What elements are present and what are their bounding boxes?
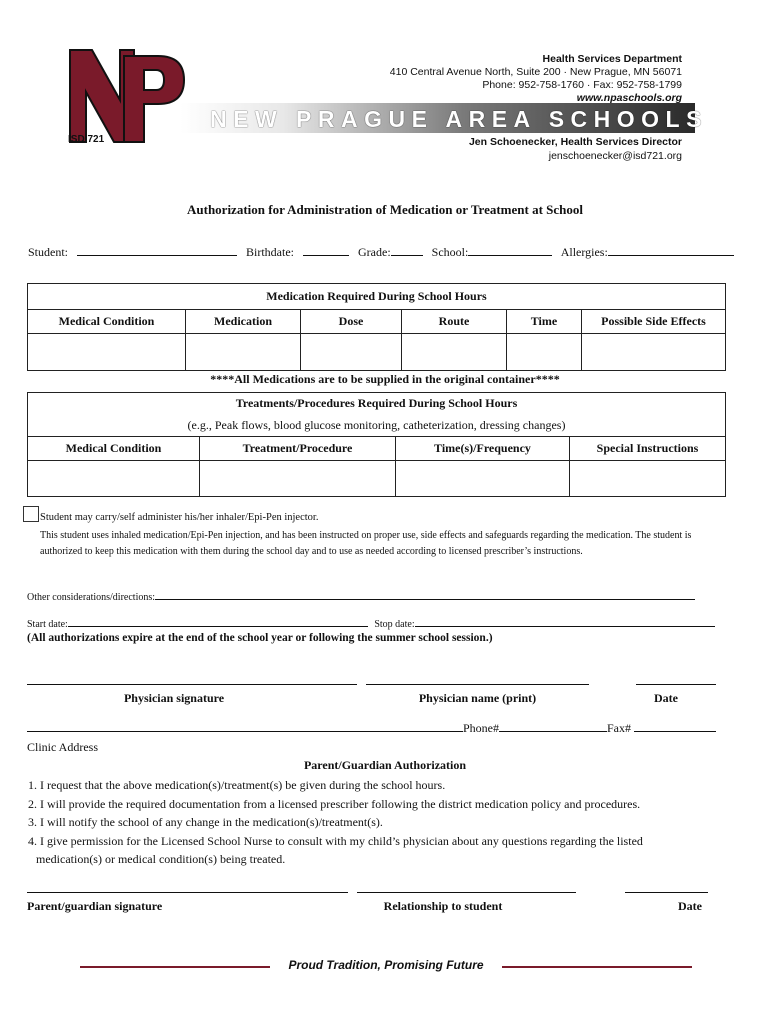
phone-label: Phone# bbox=[463, 721, 499, 735]
tx-cell-frequency[interactable] bbox=[396, 461, 570, 497]
student-label: Student: bbox=[28, 245, 69, 259]
grade-field[interactable] bbox=[391, 243, 423, 256]
relationship-label: Relationship to student bbox=[383, 899, 503, 913]
med-cell-dose[interactable] bbox=[301, 334, 402, 371]
other-considerations-row bbox=[27, 590, 695, 603]
treatment-table-subcaption: (e.g., Peak flows, blood glucose monitoring, catheterization, dressing changes) bbox=[28, 415, 726, 437]
start-date-field[interactable] bbox=[68, 617, 368, 627]
physician-signature-line[interactable] bbox=[27, 684, 357, 685]
med-header-medication: Medication bbox=[186, 310, 301, 334]
med-header-time: Time bbox=[507, 310, 582, 334]
phone-field[interactable] bbox=[499, 722, 607, 732]
parent-item: 3. I will notify the school of any change in the medication(s)/treatment(s). bbox=[28, 815, 383, 829]
physician-name-line[interactable] bbox=[366, 684, 589, 685]
website-link[interactable]: www.npaschools.org bbox=[576, 92, 682, 104]
fax-label: Fax# bbox=[607, 721, 631, 735]
footer bbox=[80, 958, 692, 974]
start-date-label: Start date: bbox=[27, 619, 68, 630]
grade-label: Grade: bbox=[358, 245, 391, 259]
physician-name-label: Physician name (print) bbox=[418, 691, 537, 705]
medication-table bbox=[27, 283, 726, 371]
clinic-contact-row bbox=[27, 721, 716, 736]
stop-date-field[interactable] bbox=[415, 617, 715, 627]
tx-header-condition: Medical Condition bbox=[28, 437, 200, 461]
parent-date-line[interactable] bbox=[625, 892, 708, 893]
birthdate-label: Birthdate: bbox=[246, 245, 295, 259]
med-cell-side-effects[interactable] bbox=[582, 334, 726, 371]
birthdate-field[interactable] bbox=[303, 243, 349, 256]
header-director bbox=[469, 135, 682, 163]
student-field[interactable] bbox=[77, 243, 237, 256]
self-carry-label: Student may carry/self administer his/her inhaler/Epi-Pen injector. bbox=[40, 512, 319, 523]
other-considerations-field[interactable] bbox=[155, 590, 695, 600]
container-note: ****All Medications are to be supplied in the original container**** bbox=[210, 372, 560, 386]
tx-cell-procedure[interactable] bbox=[200, 461, 396, 497]
school-field[interactable] bbox=[468, 243, 552, 256]
parent-signature-line[interactable] bbox=[27, 892, 348, 893]
parent-item: 2. I will provide the required documentation from a licensed prescriber following the district medication policy and procedures. bbox=[28, 796, 641, 811]
department-name: Health Services Department bbox=[542, 53, 682, 65]
director-name: Jen Schoenecker, Health Services Director bbox=[468, 136, 682, 148]
parent-signature-label: Parent/guardian signature bbox=[27, 899, 163, 913]
isd-number: ISD 721 bbox=[68, 134, 105, 145]
allergies-label: Allergies: bbox=[560, 245, 608, 259]
physician-date-line[interactable] bbox=[636, 684, 716, 685]
school-label: School: bbox=[431, 245, 469, 259]
med-cell-time[interactable] bbox=[507, 334, 582, 371]
district-logo bbox=[68, 46, 186, 148]
tx-cell-condition[interactable] bbox=[28, 461, 200, 497]
treatment-table bbox=[27, 392, 726, 497]
clinic-address-field[interactable] bbox=[27, 722, 463, 732]
footer-slogan: Proud Tradition, Promising Future bbox=[288, 958, 484, 972]
expiry-note: (All authorizations expire at the end of the school year or following the summer school session.) bbox=[27, 632, 493, 644]
tx-header-frequency: Time(s)/Frequency bbox=[396, 437, 570, 461]
med-header-condition: Medical Condition bbox=[28, 310, 186, 334]
self-carry-checkbox[interactable] bbox=[23, 506, 39, 522]
student-info-line bbox=[28, 243, 734, 260]
form-title: Authorization for Administration of Medication or Treatment at School bbox=[187, 202, 583, 217]
address: 410 Central Avenue North, Suite 200 · New Prague, MN 56071 bbox=[389, 66, 682, 78]
allergies-field[interactable] bbox=[608, 243, 734, 256]
director-email[interactable]: jenschoenecker@isd721.org bbox=[548, 150, 682, 162]
parent-item: 4. I give permission for the Licensed School Nurse to consult with my child’s physician about any questions regarding the listed bbox=[28, 833, 643, 848]
clinic-address-label: Clinic Address bbox=[27, 740, 98, 754]
self-carry-detail: This student uses inhaled medication/Epi-Pen injection, and has been instructed on proper use, side effects and safeguards regarding the medication. The student is authorized to keep this medication with them during the school day and to use as needed according to licensed prescriber’s instructions. bbox=[40, 529, 692, 557]
header-contact bbox=[390, 53, 682, 105]
parent-authorization-heading: Parent/Guardian Authorization bbox=[303, 758, 467, 772]
parent-item: medication(s) or medical condition(s) being treated. bbox=[36, 852, 286, 866]
tx-header-procedure: Treatment/Procedure bbox=[200, 437, 396, 461]
other-considerations-label: Other considerations/directions: bbox=[27, 592, 156, 603]
med-header-side-effects: Possible Side Effects bbox=[582, 310, 726, 334]
relationship-line[interactable] bbox=[357, 892, 576, 893]
dates-row bbox=[27, 617, 715, 630]
med-header-dose: Dose bbox=[301, 310, 402, 334]
district-name: NEW PRAGUE AREA SCHOOLS bbox=[210, 106, 708, 132]
parent-date-label: Date bbox=[678, 899, 702, 913]
physician-date-label: Date bbox=[654, 691, 678, 705]
tx-cell-instructions[interactable] bbox=[570, 461, 726, 497]
medication-table-caption: Medication Required During School Hours bbox=[28, 284, 726, 310]
med-cell-route[interactable] bbox=[402, 334, 507, 371]
med-cell-condition[interactable] bbox=[28, 334, 186, 371]
treatment-table-caption: Treatments/Procedures Required During School Hours bbox=[28, 393, 726, 415]
parent-authorization-list bbox=[28, 776, 748, 869]
parent-item: 1. I request that the above medication(s)/treatment(s) be given during the school hours. bbox=[28, 778, 446, 792]
self-carry-section bbox=[40, 510, 730, 561]
stop-date-label: Stop date: bbox=[374, 619, 415, 630]
phone-fax: Phone: 952-758-1760 · Fax: 952-758-1799 bbox=[482, 79, 682, 91]
tx-header-instructions: Special Instructions bbox=[570, 437, 726, 461]
med-cell-medication[interactable] bbox=[186, 334, 301, 371]
fax-field[interactable] bbox=[634, 722, 716, 732]
physician-signature-label: Physician signature bbox=[123, 691, 225, 705]
med-header-route: Route bbox=[402, 310, 507, 334]
